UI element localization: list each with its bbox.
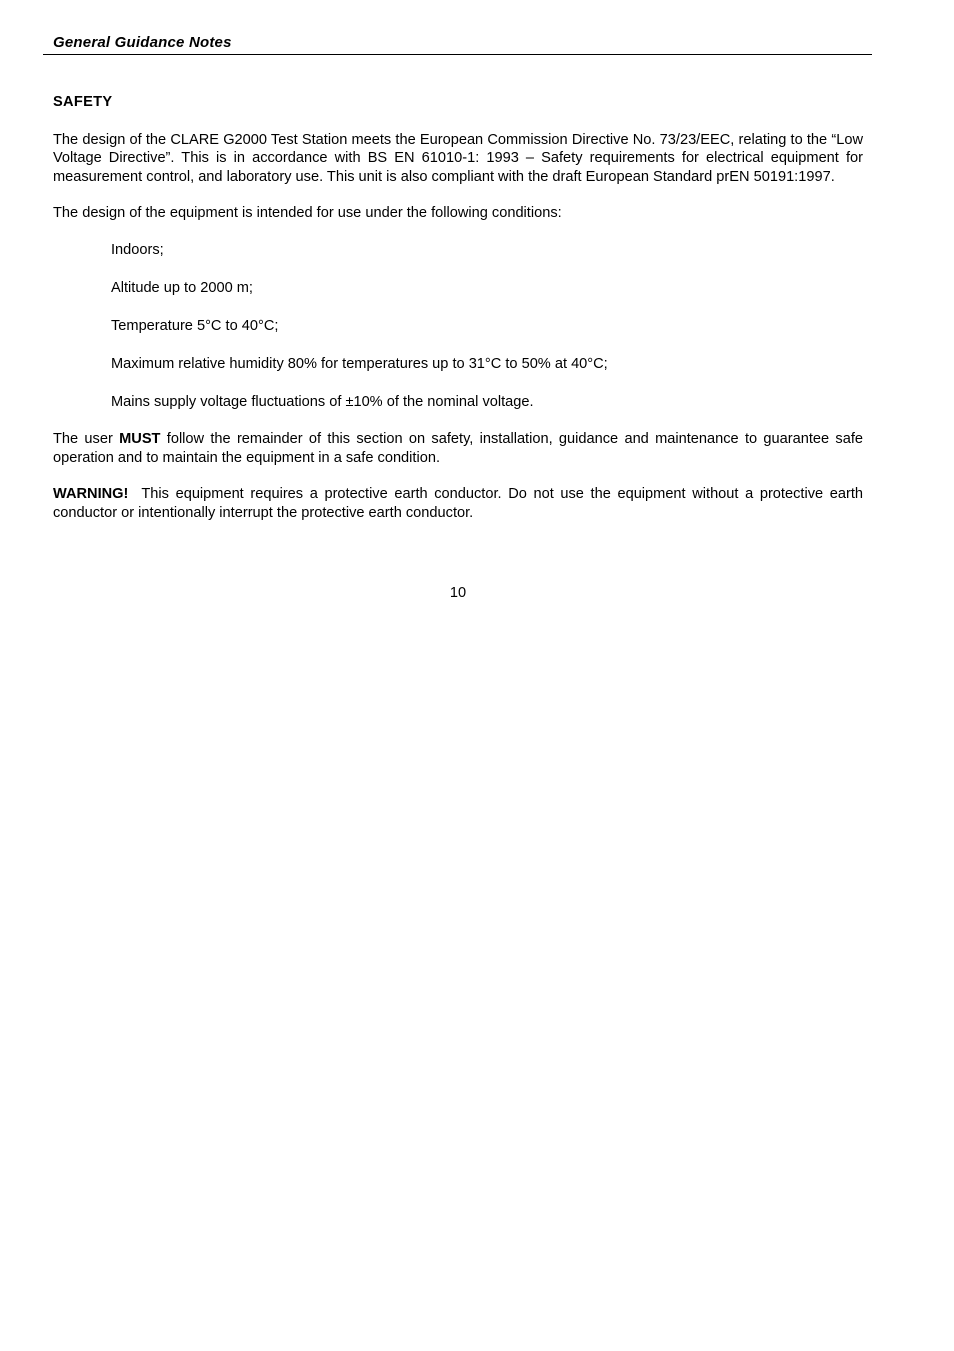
must-suffix-text: follow the remainder of this section on safety, installation, guidance and maintenance to guarantee safe operation and to maintain the equipment in a safe condition. <box>53 430 863 466</box>
warning-text: This equipment requires a protective earth conductor. Do not use the equipment without a protective earth conductor or intentionally interrupt the protective earth conductor. <box>53 486 868 521</box>
must-emphasis: MUST <box>119 430 161 447</box>
page-header <box>43 34 872 55</box>
list-item: Temperature 5°C to 40°C; <box>111 318 279 335</box>
list-item: Maximum relative humidity 80% for temperatures up to 31°C to 50% at 40°C; <box>111 356 608 373</box>
list-item: Indoors; <box>111 241 164 258</box>
header-title: General Guidance Notes <box>53 34 232 51</box>
directive-paragraph: The design of the CLARE G2000 Test Station meets the European Commission Directive No. 73/23/EEC, relating to the “Low Voltage Directive”. This is in accordance with BS EN 61010-1: 1993 – Safety requirements for electrical equipment for measurement control, and laboratory use. This unit is also compliant with the draft European Standard prEN 50191:1997. <box>53 131 863 185</box>
list-item: Mains supply voltage fluctuations of ±10% of the nominal voltage. <box>111 394 534 411</box>
must-prefix-text: The user <box>53 430 120 447</box>
list-item: Altitude up to 2000 m; <box>111 280 253 297</box>
warning-label: WARNING! <box>53 486 129 503</box>
conditions-list <box>53 241 863 412</box>
user-must-paragraph <box>53 430 863 467</box>
page-content <box>53 93 868 540</box>
conditions-intro-paragraph: The design of the equipment is intended for use under the following conditions: <box>53 205 562 222</box>
section-title: SAFETY <box>53 94 113 110</box>
page-number: 10 <box>449 585 467 601</box>
warning-paragraph <box>53 485 868 522</box>
